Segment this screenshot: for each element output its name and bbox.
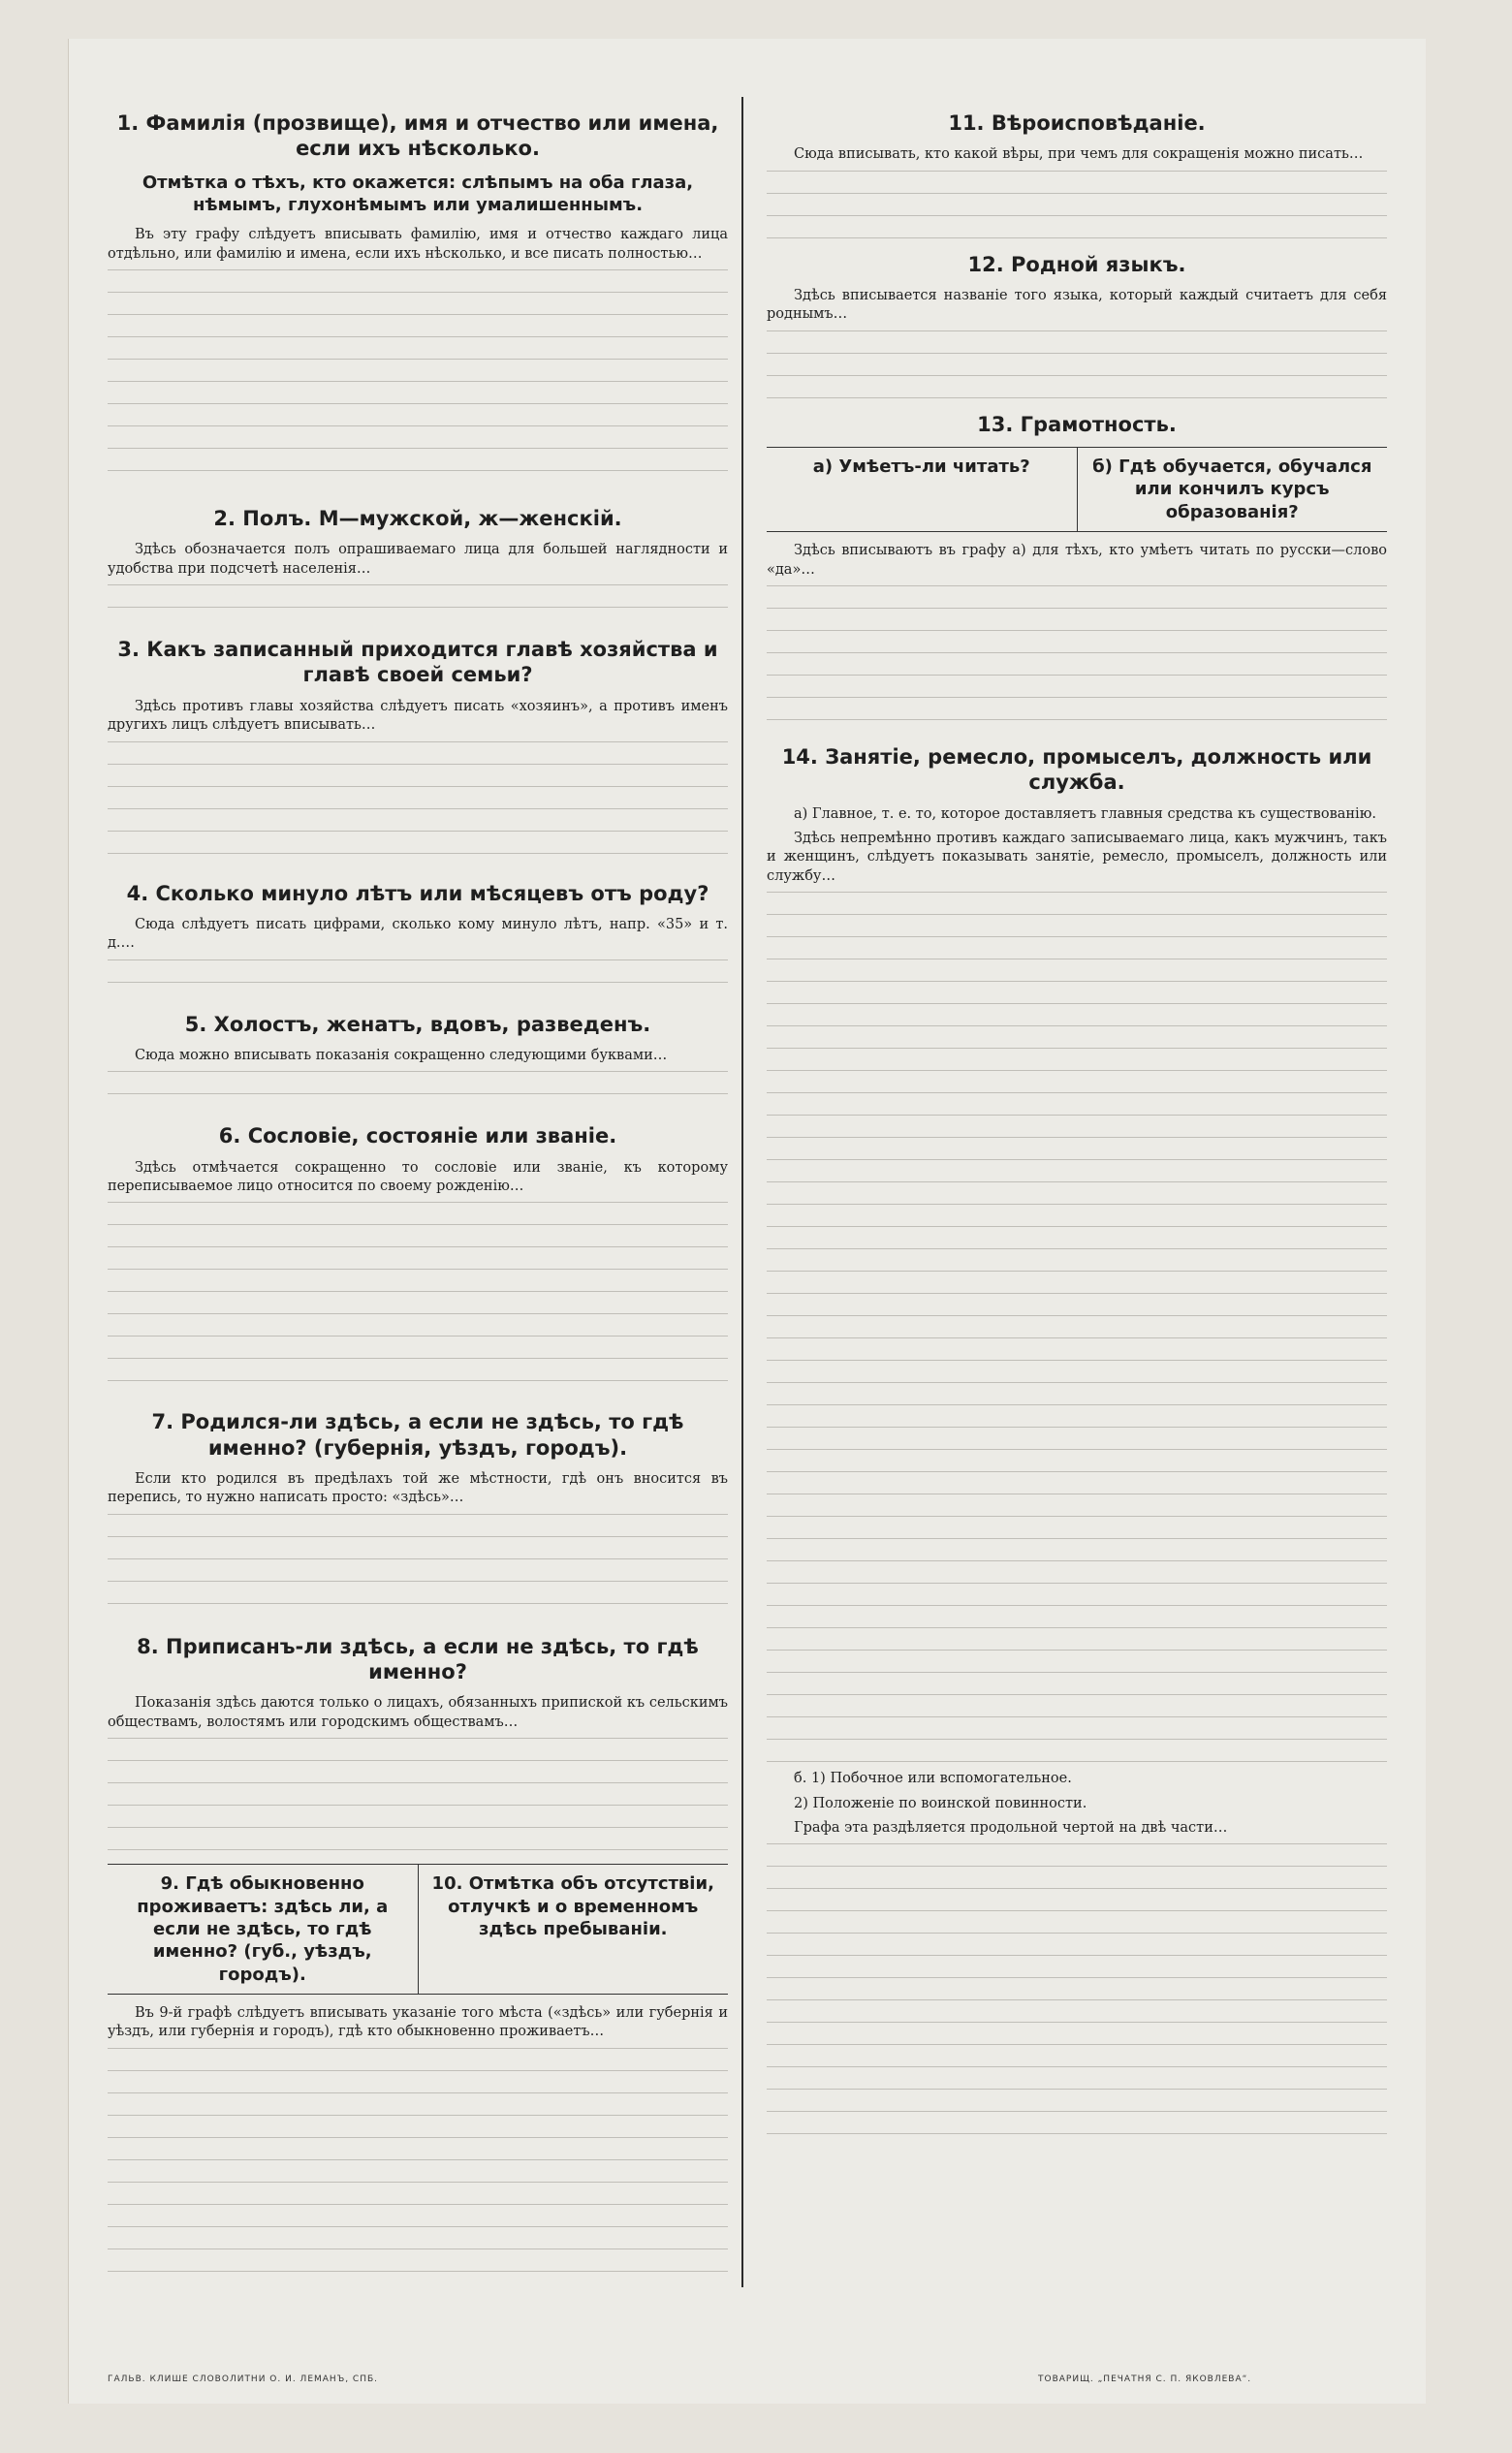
section-2-heading: 2. Полъ. М—мужской, ж—женскій. [213, 507, 622, 531]
literacy-box-b: б) Гдѣ обучается, обучался или кончилъ курсъ образованія? [1077, 448, 1388, 531]
section-1-subheading: Отмѣтка о тѣхъ, кто окажется: слѣпымъ на оба глаза, нѣмымъ, глухонѣмымъ или умалишеннымъ. [142, 172, 694, 215]
left-column [108, 97, 728, 2286]
section-7-text: Если кто родился въ предѣлахъ той же мѣстности, гдѣ онъ вносится въ перепись, то нужно написать просто: «здѣсь»… [108, 1470, 728, 1506]
section-11-text: Сюда вписывать, кто какой вѣры, при чемъ для сокращенія можно писать… [794, 146, 1364, 163]
section-13-heading: 13. Грамотность. [977, 412, 1177, 436]
section-6-text: Здѣсь отмѣчается сокращенно то сословіе или званіе, къ которому переписываемое лицо относится по своему рожденію… [108, 1159, 728, 1194]
section-11-body-lines [767, 171, 1387, 238]
section-3-heading: 3. Какъ записанный приходится главѣ хозяйства и главѣ своей семьи? [117, 638, 718, 687]
column-divider [741, 97, 743, 2287]
section-1-heading: 1. Фамилія (прозвище), имя и отчество или имена, если ихъ нѣсколько. [116, 111, 719, 161]
section-14-text-a: а) Главное, т. е. то, которое доставляетъ главныя средства къ существованію. [794, 805, 1376, 822]
footer-printer-left: ГАЛЬВ. КЛИШЕ СЛОВОЛИТНИ О. И. ЛЕМАНЪ, СПБ. [108, 2374, 379, 2384]
section-13-text: Здѣсь вписываютъ въ графу а) для тѣхъ, кто умѣетъ читать по русски—слово «да»… [767, 543, 1387, 578]
section-14-body-lines [767, 892, 1387, 1764]
sections-9-10-header [108, 1864, 728, 1995]
section-12-text: Здѣсь вписывается названіе того языка, который каждый считаетъ для себя роднымъ… [767, 287, 1387, 323]
section-1-text: Въ эту графу слѣдуетъ вписывать фамилію, имя и отчество каждаго лица отдѣльно, или фамилію и имена, если ихъ нѣсколько, и все писать полностью… [108, 227, 728, 262]
section-5-text: Сюда можно вписывать показанія сокращенно следующими буквами… [135, 1047, 668, 1063]
section-14b-text: Графа эта раздѣляется продольной чертой на двѣ части… [794, 1820, 1228, 1837]
section-4-body-lines [108, 959, 728, 998]
right-column [767, 97, 1387, 2140]
section-6-body-lines [108, 1202, 728, 1396]
section-9-heading: 9. Гдѣ обыкновенно проживаетъ: здѣсь ли, а если не здѣсь, то гдѣ именно? (губ., уѣздъ, городъ). [137, 1873, 389, 1985]
section-14-heading: 14. Занятіе, ремесло, промыселъ, должность или служба. [781, 745, 1372, 795]
section-8-heading: 8. Приписанъ-ли здѣсь, а если не здѣсь, то гдѣ именно? [137, 1634, 699, 1684]
document-page [68, 39, 1426, 2404]
literacy-box-a: а) Умѣетъ-ли читать? [812, 456, 1030, 478]
section-11-heading: 11. Вѣроисповѣданіе. [948, 111, 1206, 135]
section-14b-body-lines [767, 1843, 1387, 2134]
footer-printer-right: ТОВАРИЩ. „ПЕЧАТНЯ С. П. ЯКОВЛЕВА“. [1038, 2374, 1252, 2384]
section-5-body-lines [108, 1071, 728, 1110]
section-12-heading: 12. Родной языкъ. [967, 252, 1186, 276]
section-14-text-b: Здѣсь непремѣнно противъ каждаго записываемаго лица, какъ мужчинъ, такъ и женщинъ, слѣдуетъ показывать занятіе, ремесло, промыселъ, должность или службу… [767, 830, 1387, 884]
section-6-heading: 6. Сословіе, состояніе или званіе. [218, 1124, 617, 1148]
section-4-text: Сюда слѣдуетъ писать цифрами, сколько кому минуло лѣтъ, напр. «35» и т. д.… [108, 916, 728, 952]
section-9-body-lines [108, 2048, 728, 2280]
section-10-heading: 10. Отмѣтка объ отсутствіи, отлучкѣ и о временномъ здѣсь пребываніи. [418, 1865, 729, 1994]
section-7-heading: 7. Родился-ли здѣсь, а если не здѣсь, то гдѣ именно? (губернія, уѣздъ, городъ). [151, 1410, 684, 1460]
section-14b-heading: б. 1) Побочное или вспомогательное. [794, 1771, 1072, 1787]
section-8-body-lines [108, 1738, 728, 1854]
section-14b2-heading: 2) Положеніе по воинской повинности. [794, 1795, 1087, 1811]
section-13-body-lines [767, 585, 1387, 731]
section-1-body-lines [108, 269, 728, 492]
section-3-body-lines [108, 741, 728, 867]
section-3-text: Здѣсь противъ главы хозяйства слѣдуетъ писать «хозяинъ», а противъ именъ другихъ лицъ слѣдуетъ вписывать… [108, 698, 728, 734]
section-8-text: Показанія здѣсь даются только о лицахъ, обязанныхъ припиской къ сельскимъ обществамъ, волостямъ или городскимъ обществамъ… [108, 1695, 728, 1730]
section-5-heading: 5. Холостъ, женатъ, вдовъ, разведенъ. [184, 1012, 651, 1036]
section-4-heading: 4. Сколько минуло лѣтъ или мѣсяцевъ отъ роду? [126, 881, 709, 905]
section-2-text: Здѣсь обозначается полъ опрашиваемаго лица для большей наглядности и удобства при подсчетѣ населенія… [108, 542, 728, 577]
section-2-body-lines [108, 584, 728, 623]
section-13-boxes [767, 447, 1387, 532]
section-7-body-lines [108, 1514, 728, 1620]
section-9-text: Въ 9-й графѣ слѣдуетъ вписывать указаніе того мѣста («здѣсь» или губернія и уѣздъ, или губернія и городъ), гдѣ кто обыкновенно проживаетъ… [108, 2005, 728, 2040]
section-12-body-lines [767, 330, 1387, 398]
